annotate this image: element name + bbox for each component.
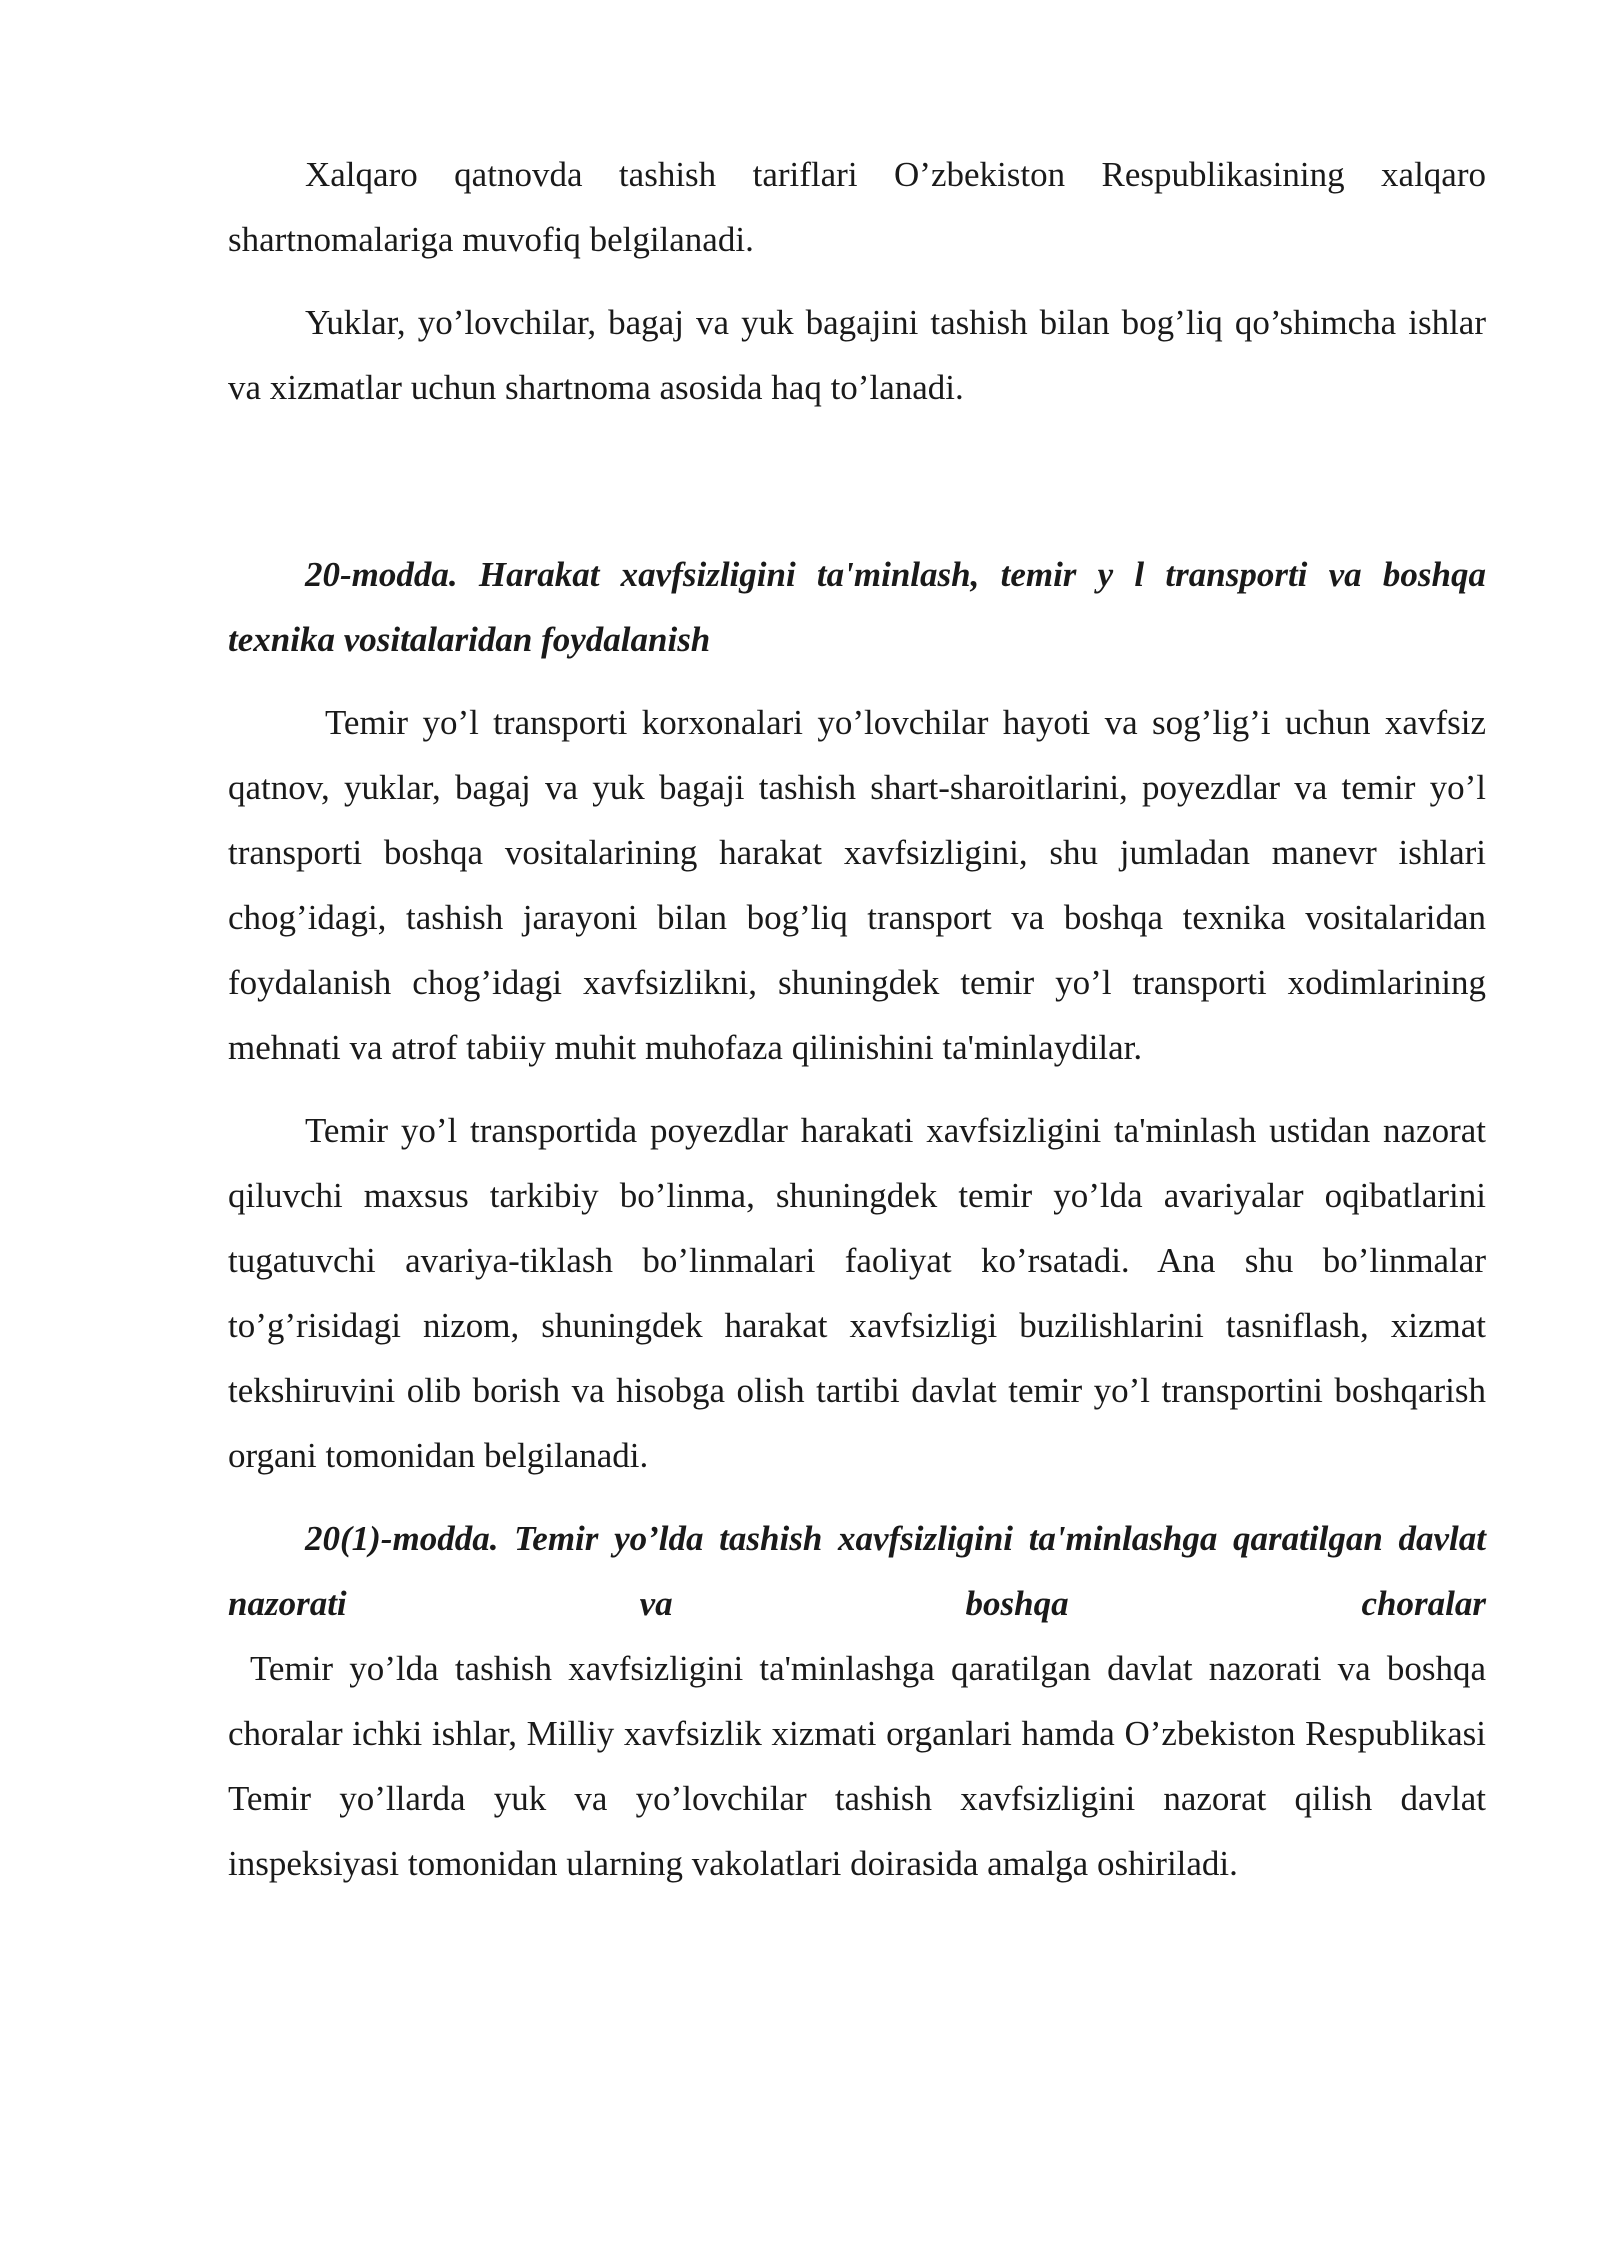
paragraph-safety-obligations: Temir yo’l transporti korxonalari yo’lovchilar hayoti va sog’lig’i uchun xavfsiz qatnov, yuklar, bagaj va yuk bagaji tashish shart-sharoitlarini, poyezdlar va temir yo’l transporti boshqa vositalarining harakat xavfsizligini, shu jumladan manevr ishlari chog’idagi, tashish jarayoni bilan bog’liq transport va boshqa texnika vositalaridan foydalanish chog’idagi xavfsizlikni, shuningdek temir yo’l transporti xodimlarining mehnati va atrof tabiiy muhit muhofaza qilinishini ta'minlaydilar. [228,703,1486,1067]
paragraph-state-control: Temir yo’lda tashish xavfsizligini ta'minlashga qaratilgan davlat nazorati va boshqa choralar ichki ishlar, Milliy xavfsizlik xizmati organlari hamda O’zbekiston Respublikasi Temir yo’llarda yuk va yo’lovchilar tashish xavfsizligini nazorat qilish davlat inspeksiyasi tomonidan ularning vakolatlari doirasida amalga oshiriladi. [228,1649,1486,1883]
paragraph-safety-supervision-unit: Temir yo’l transportida poyezdlar harakati xavfsizligini ta'minlash ustidan nazorat qiluvchi maxsus tarkibiy bo’linma, shuningdek temir yo’lda avariyalar oqibatlarini tugatuvchi avariya-tiklash bo’linmalari faoliyat ko’rsatadi. Ana shu bo’linmalar to’g’risidagi nizom, shuningdek harakat xavfsizligi buzilishlarini tasniflash, xizmat tekshiruvini olib borish va hisobga olish tartibi davlat temir yo’l transportini boshqarish organi tomonidan belgilanadi. [228,1111,1486,1475]
heading-article-20-1: 20(1)-modda. Temir yo’lda tashish xavfsizligini ta'minlashga qaratilgan davlat nazorati va boshqa choralar [228,1519,1486,1623]
document-page [228,142,1486,1896]
heading-article-20: 20-modda. Harakat xavfsizligini ta'minlash, temir y l transporti va boshqa texnika vositalaridan foydalanish [228,555,1486,659]
paragraph-international-tariffs: Xalqaro qatnovda tashish tariflari O’zbekiston Respublikasining xalqaro shartnomalariga muvofiq belgilanadi. [228,155,1486,259]
paragraph-additional-services: Yuklar, yo’lovchilar, bagaj va yuk bagajini tashish bilan bog’liq qo’shimcha ishlar va xizmatlar uchun shartnoma asosida haq to’lanadi. [228,303,1486,407]
